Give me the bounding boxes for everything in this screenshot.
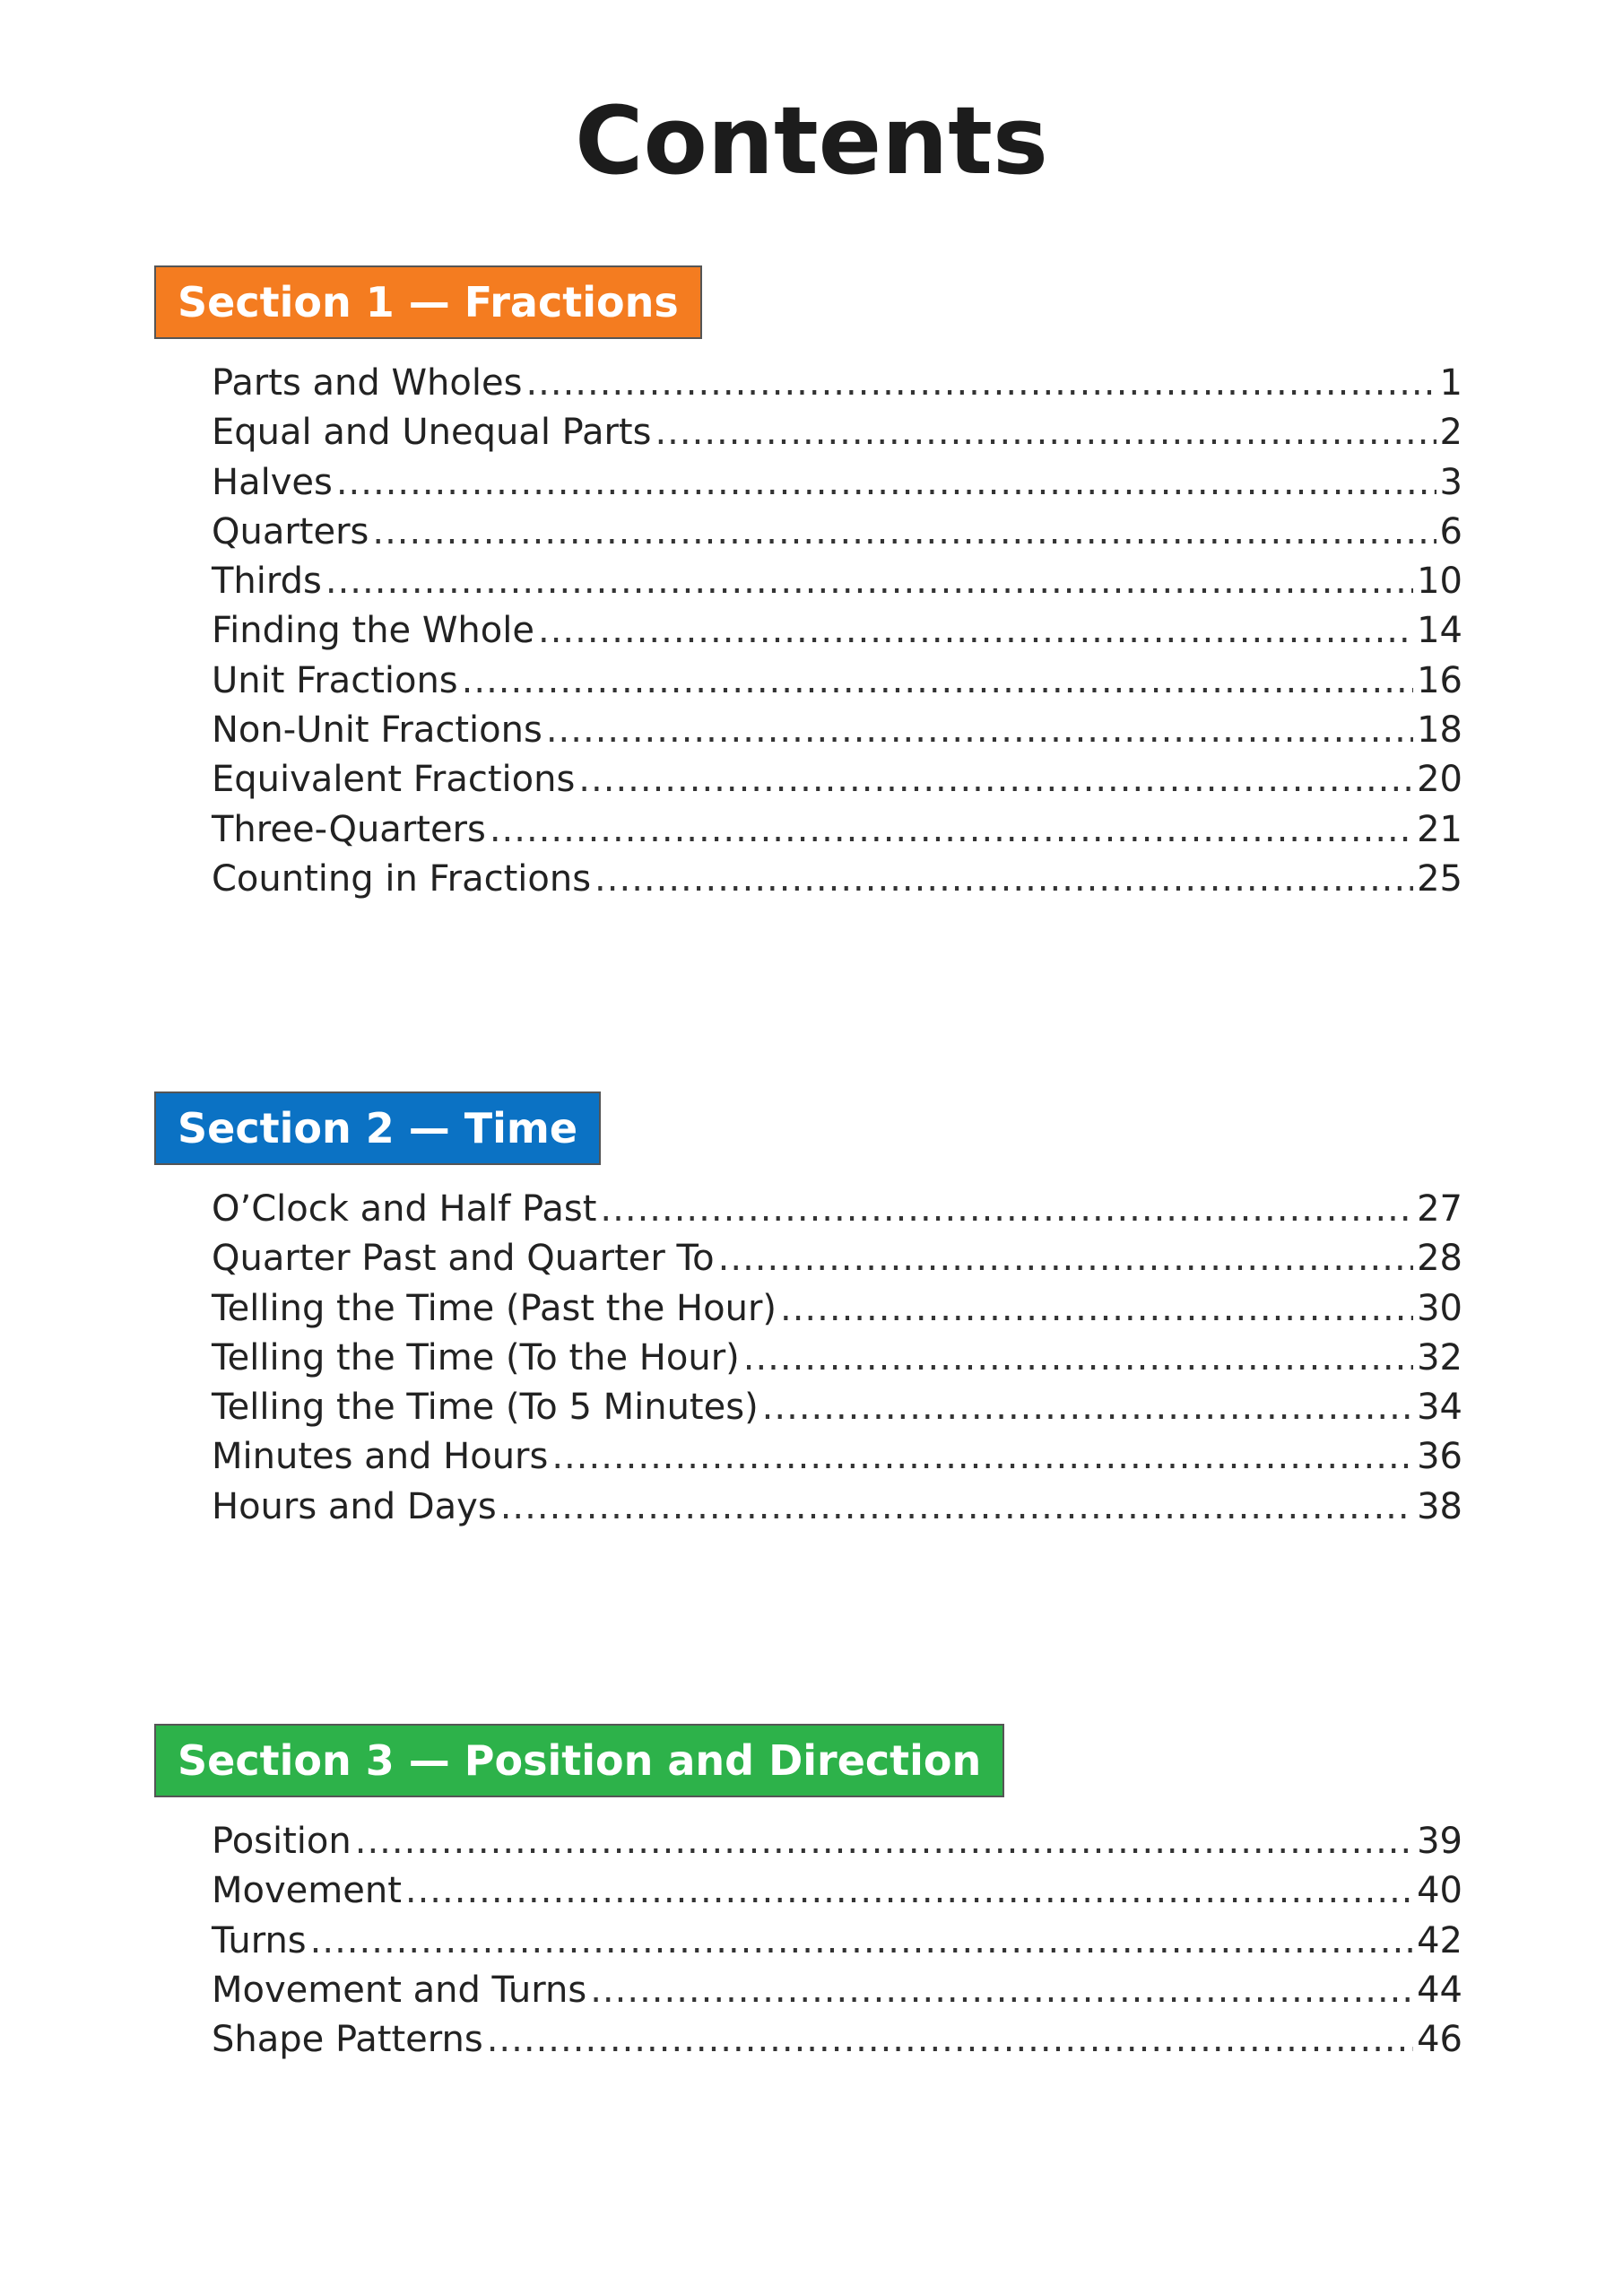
toc-entry-title: Shape Patterns [212,2019,483,2061]
toc-entry-page: 20 [1417,759,1462,801]
toc-entry-page: 3 [1439,461,1462,503]
toc-entry-page: 2 [1439,412,1462,454]
toc-entry[interactable] [212,1334,1462,1383]
toc-entry[interactable] [212,1817,1462,1866]
toc-entry[interactable] [212,557,1462,606]
toc-entry[interactable] [212,805,1462,855]
dot-leader [718,1234,1413,1283]
toc-entry-page: 10 [1417,561,1462,603]
toc-entry-title: Quarter Past and Quarter To [212,1238,715,1280]
toc-entry-title: Equivalent Fractions [212,759,576,801]
dot-leader [551,1432,1413,1482]
toc-list [212,1817,1462,2065]
toc-entry-title: Minutes and Hours [212,1436,549,1478]
dot-leader [405,1866,1413,1916]
toc-entry[interactable] [212,1185,1462,1234]
toc-entry-page: 34 [1417,1387,1462,1429]
dot-leader [595,855,1413,904]
toc-entry[interactable] [212,1284,1462,1334]
toc-entry-title: Movement [212,1870,402,1912]
dot-leader [538,606,1413,656]
toc-entry-page: 21 [1417,808,1462,850]
dot-leader [310,1917,1413,1966]
toc-entry-title: Telling the Time (To the Hour) [212,1336,740,1378]
toc-entry[interactable] [212,458,1462,508]
toc-entry-page: 38 [1417,1485,1462,1527]
toc-list [212,359,1462,904]
toc-entry-page: 27 [1417,1188,1462,1230]
toc-entry[interactable] [212,2015,1462,2065]
toc-entry[interactable] [212,1866,1462,1916]
toc-entry[interactable] [212,706,1462,755]
toc-entry[interactable] [212,657,1462,706]
toc-entry-title: Hours and Days [212,1485,497,1527]
toc-entry[interactable] [212,606,1462,656]
toc-entry-title: Parts and Wholes [212,362,523,404]
dot-leader [780,1284,1413,1334]
toc-entry-title: Counting in Fractions [212,857,592,900]
toc-entry[interactable] [212,1383,1462,1432]
toc-entry-title: Telling the Time (To 5 Minutes) [212,1387,759,1429]
page-title: Contents [575,86,1048,196]
toc-entry[interactable] [212,508,1462,557]
toc-entry-page: 14 [1417,610,1462,652]
toc-entry[interactable] [212,408,1462,457]
toc-entry-page: 16 [1417,659,1462,701]
toc-entry-title: Halves [212,461,333,503]
toc-entry-page: 44 [1417,1969,1462,2011]
toc-entry[interactable] [212,359,1462,408]
dot-leader [355,1817,1413,1866]
dot-leader [655,408,1436,457]
toc-entry-page: 30 [1417,1287,1462,1329]
dot-leader [546,706,1413,755]
dot-leader [743,1334,1413,1383]
dot-leader [372,508,1436,557]
toc-entry-page: 39 [1417,1821,1462,1862]
toc-entry-title: Equal and Unequal Parts [212,412,652,454]
toc-entry-page: 18 [1417,709,1462,752]
section-header: Section 1 — Fractions [154,265,702,339]
toc-entry-page: 46 [1417,2019,1462,2061]
toc-entry-page: 1 [1439,362,1462,404]
section-header: Section 2 — Time [154,1091,601,1165]
toc-list [212,1185,1462,1532]
toc-entry[interactable] [212,1432,1462,1482]
toc-entry-title: Unit Fractions [212,659,458,701]
toc-entry-title: Non-Unit Fractions [212,709,542,752]
toc-entry[interactable] [212,1917,1462,1966]
toc-entry-page: 42 [1417,1919,1462,1961]
dot-leader [525,359,1436,408]
toc-entry-title: Telling the Time (Past the Hour) [212,1287,777,1329]
toc-entry-page: 6 [1439,510,1462,552]
toc-entry-title: Quarters [212,510,369,552]
toc-entry[interactable] [212,1483,1462,1532]
dot-leader [500,1483,1413,1532]
toc-entry-title: Thirds [212,561,322,603]
toc-entry-title: Finding the Whole [212,610,534,652]
dot-leader [600,1185,1413,1234]
toc-entry-title: Three-Quarters [212,808,486,850]
toc-entry-title: Position [212,1821,352,1862]
toc-entry-page: 36 [1417,1436,1462,1478]
toc-entry-page: 28 [1417,1238,1462,1280]
toc-entry-page: 25 [1417,857,1462,900]
toc-entry-page: 40 [1417,1870,1462,1912]
toc-entry[interactable] [212,1966,1462,2015]
section-header: Section 3 — Position and Direction [154,1724,1004,1797]
dot-leader [487,2015,1413,2065]
toc-entry-title: O’Clock and Half Past [212,1188,597,1230]
dot-leader [336,458,1436,508]
toc-entry-title: Turns [212,1919,307,1961]
toc-entry[interactable] [212,1234,1462,1283]
dot-leader [578,755,1413,804]
toc-entry[interactable] [212,755,1462,804]
toc-entry-page: 32 [1417,1336,1462,1378]
dot-leader [590,1966,1413,2015]
dot-leader [762,1383,1413,1432]
dot-leader [490,805,1413,855]
toc-entry-title: Movement and Turns [212,1969,587,2011]
toc-entry[interactable] [212,855,1462,904]
dot-leader [462,657,1413,706]
dot-leader [325,557,1413,606]
